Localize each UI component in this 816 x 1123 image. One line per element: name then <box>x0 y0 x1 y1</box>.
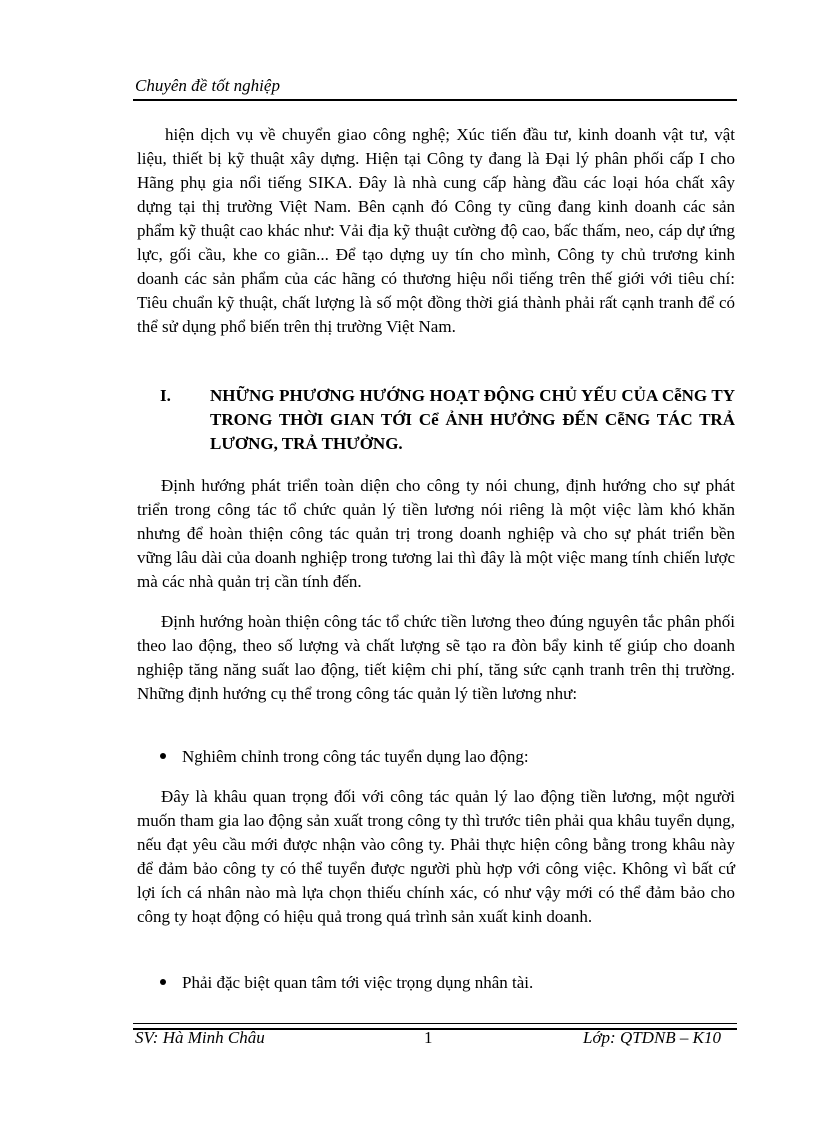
bullet-icon <box>160 753 166 759</box>
footer-class: Lớp: QTDNB – K10 <box>583 1028 722 1047</box>
paragraph-salary-orientation: Định hướng hoàn thiện công tác tổ chức tiền lương theo đúng nguyên tắc phân phối theo lao động, theo số lượng và chất lượng sẽ tạo ra đòn bẩy kinh tế giúp cho doanh nghiệp tăng năng suất lao động, tiết kiệm chi phí, tăng sức cạnh tranh trên thị trường. Những định hướng cụ thể trong công tác quản lý tiền lương như: <box>137 612 735 703</box>
paragraph-intro: hiện dịch vụ về chuyển giao công nghệ; Xúc tiến đầu tư, kinh doanh vật tư, vật liệu, thiết bị kỹ thuật xây dựng. Hiện tại Công ty đang là Đại lý phân phối cấp I cho Hãng phụ gia nổi tiếng SIKA. Đây là nhà cung cấp hàng đầu các loại hóa chất xây dựng tại thị trường Việt Nam. Bên cạnh đó Công ty cũng đang kinh doanh các sản phẩm kỹ thuật cao khác như: Vải địa kỹ thuật cường độ cao, bấc thấm, neo, cáp dự ứng lực, gối cầu, khe co giãn... Để tạo dựng uy tín cho mình, Công ty chủ trương kinh doanh các sản phẩm của các hãng có thương hiệu nổi tiếng trên thế giới với tiêu chí: Tiêu chuẩn kỹ thuật, chất lượng là số một đồng thời giá thành phải rất cạnh tranh để có thể sử dụng phổ biến trên thị trường Việt Nam. <box>137 125 735 336</box>
footer-student: SV: Hà Minh Châu <box>135 1028 265 1047</box>
bullet-text: Nghiêm chỉnh trong công tác tuyển dụng lao động: <box>182 747 529 766</box>
paragraph-orientation: Định hướng phát triển toàn diện cho công ty nói chung, định hướng cho sự phát triển trong công tác tổ chức quản lý tiền lương nói riêng là một việc làm khó khăn nhưng để hoàn thiện công tác quản trị trong doanh nghiệp và cho sự phát triển bền vững lâu dài của doanh nghiệp trong tương lai thì đây là một việc mang tính chiến lược mà các nhà quản trị cần tính đến. <box>137 476 735 591</box>
bullet-item-recruitment <box>160 745 529 769</box>
section-heading-text: NHỮNG PHƯƠNG HƯỚNG HOẠT ĐỘNG CHỦ YẾU CỦA CễNG TY TRONG THỜI GIAN TỚI Cể ẢNH HƯỞNG ĐẾN CễNG TÁC TRẢ LƯƠNG, TRẢ THƯỞNG. <box>210 386 735 453</box>
page-number: 1 <box>424 1028 433 1047</box>
paragraph-recruitment: Đây là khâu quan trọng đối với công tác quản lý lao động tiền lương, một người muốn tham gia lao động sản xuất trong công ty thì trước tiên phải qua khâu tuyển dụng, nếu đạt yêu cầu mới được nhận vào công ty. Phải thực hiện công bằng trong khâu này để đảm bảo công ty có thể tuyển được người phù hợp với công việc. Không vì bất cứ lợi ích cá nhân nào mà lựa chọn thiếu chính xác, có như vậy mới có thể đảm bảo cho công ty hoạt động có hiệu quả trong quá trình sản xuất kinh doanh. <box>137 787 735 926</box>
bullet-item-talent <box>160 971 533 995</box>
document-title: Chuyên đề tốt nghiệp <box>135 76 280 95</box>
header-divider <box>133 99 737 101</box>
bullet-icon <box>160 979 166 985</box>
bullet-text: Phải đặc biệt quan tâm tới việc trọng dụng nhân tài. <box>182 973 534 992</box>
section-heading-number: I. <box>160 386 171 405</box>
section-heading <box>160 384 735 456</box>
